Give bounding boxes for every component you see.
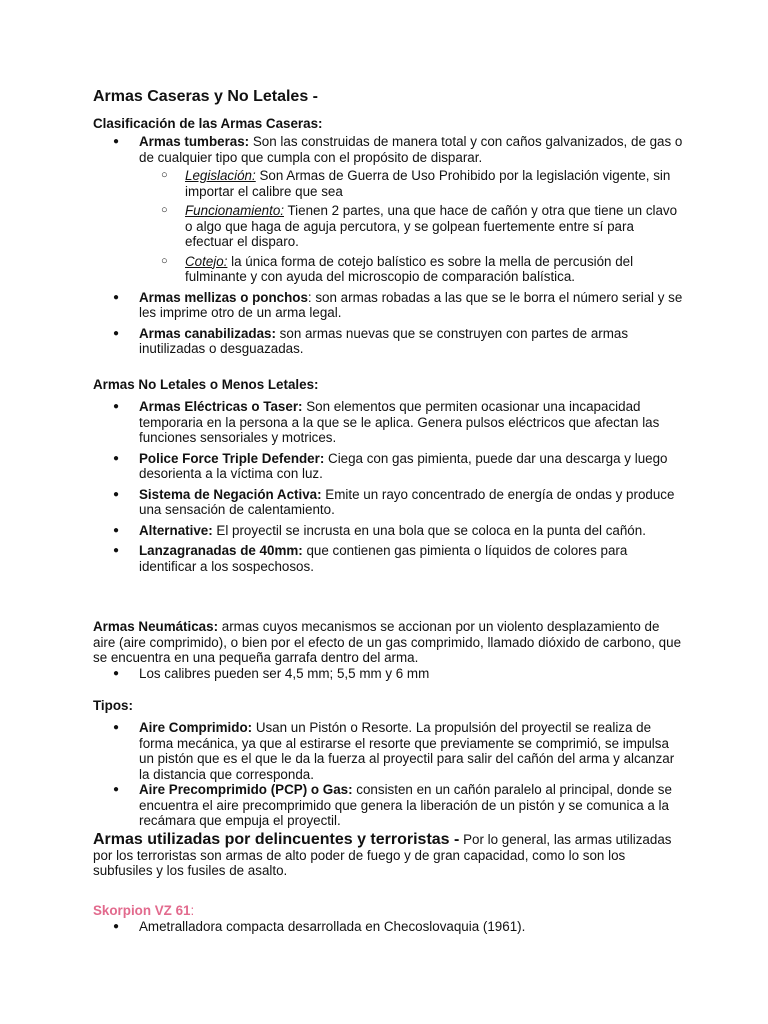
noletales-list-block xyxy=(93,399,683,579)
item-term: Aire Comprimido: xyxy=(139,720,253,735)
list-item xyxy=(93,782,683,829)
item-text: consisten en un cañón paralelo al principal, donde se encuentra el aire precomprimido que genera la liberación de un pistón y se comunica a la recámara que empuja el proyectil. xyxy=(139,782,672,828)
sub-list-item xyxy=(139,254,683,285)
skorpion-colon: : xyxy=(190,903,195,918)
list-item xyxy=(93,487,683,518)
sub-list-item xyxy=(139,203,683,250)
neumaticas-term: Armas Neumáticas: xyxy=(93,619,219,634)
page-title: Armas Caseras y No Letales - xyxy=(93,88,318,105)
item-term: Armas tumberas: xyxy=(139,134,250,149)
sub-item-text: Tienen 2 partes, una que hace de cañón y otra que tiene un clavo o algo que haga de aguja percutora, y se golpean fuertemente entre sí para efectuar el disparo. xyxy=(185,203,678,249)
item-text: Son las construidas de manera total y con caños galvanizados, de gas o de cualquier tipo que cumpla con el propósito de disparar. xyxy=(139,134,683,165)
neumaticas-paragraph xyxy=(93,619,683,681)
list-item xyxy=(93,399,683,446)
sub-item-text: la única forma de cotejo balístico es sobre la mella de percusión del fulminante y con ayuda del microscopio de comparación balística. xyxy=(185,253,634,284)
sub-item-term: Cotejo: xyxy=(185,253,228,269)
caseras-list-block xyxy=(93,134,683,362)
skorpion-heading xyxy=(93,903,683,919)
noletales-heading: Armas No Letales o Menos Letales: xyxy=(93,377,319,392)
sub-list-item xyxy=(139,168,683,199)
skorpion-section xyxy=(93,903,683,934)
item-term: Armas Eléctricas o Taser: xyxy=(139,399,303,414)
delincuentes-term: Armas utilizadas por delincuentes y terroristas - xyxy=(93,831,460,848)
list-item xyxy=(93,290,683,321)
list-item xyxy=(93,134,683,285)
item-term: Aire Precomprimido (PCP) o Gas: xyxy=(139,782,353,797)
neumaticas-list xyxy=(93,666,683,682)
item-text: : son armas robadas a las que se le borra el número serial y se les imprime otro de un arma legal. xyxy=(139,289,683,320)
item-text: son armas nuevas que se construyen con partes de armas inutilizadas o desguazadas. xyxy=(139,325,629,356)
noletales-list xyxy=(93,399,683,574)
caseras-heading: Clasificación de las Armas Caseras: xyxy=(93,116,323,131)
item-term: Armas mellizas o ponchos xyxy=(139,289,308,305)
delincuentes-paragraph xyxy=(93,832,683,879)
list-item xyxy=(93,720,683,782)
skorpion-list xyxy=(93,919,683,935)
sub-list xyxy=(139,168,683,285)
skorpion-title: Skorpion VZ 61 xyxy=(93,903,191,918)
tipos-list-block xyxy=(93,720,683,829)
list-item xyxy=(93,326,683,357)
list-item xyxy=(93,451,683,482)
item-text: Son elementos que permiten ocasionar una incapacidad temporaria en la persona a la que se le aplica. Genera pulsos eléctricos que afectan las funciones sensoriales y motrices. xyxy=(139,399,660,445)
item-text: Usan un Pistón o Resorte. La propulsión del proyectil se realiza de forma mecánica, ya que al estirarse el resorte que previamente se comprimió, se impulsa un pistón que es el que le da la fuerza al proyectil para salir del cañón del arma y alcanzar la distancia que corresponda. xyxy=(139,720,675,782)
sub-item-term: Funcionamiento: xyxy=(185,203,284,218)
tipos-heading: Tipos: xyxy=(93,698,133,713)
tipos-list xyxy=(93,720,683,829)
item-term: Sistema de Negación Activa: xyxy=(139,486,322,502)
item-text: El proyectil se incrusta en una bola que se coloca en la punta del cañón. xyxy=(212,522,646,538)
list-item: ● Los calibres pueden ser 4,5 mm; 5,5 mm y 6 mm xyxy=(93,666,683,682)
item-term: Police Force Triple Defender: xyxy=(139,450,325,466)
list-item xyxy=(93,523,683,539)
item-term: Alternative: xyxy=(139,522,213,538)
item-term: Lanzagranadas de 40mm: xyxy=(139,543,303,558)
caseras-list xyxy=(93,134,683,357)
sub-item-term: Legislación: xyxy=(185,168,256,183)
item-text: Ciega con gas pimienta, puede dar una descarga y luego desorienta a la víctima con luz. xyxy=(139,450,668,481)
list-item xyxy=(93,543,683,574)
delincuentes-text: Por lo general, las armas utilizadas por los terroristas son armas de alto poder de fuego y de gran capacidad, como lo son los subfusiles y los fusiles de asalto. xyxy=(93,832,672,878)
item-term: Armas canabilizadas: xyxy=(139,325,276,341)
list-item: ● Ametralladora compacta desarrollada en Checoslovaquia (1961). xyxy=(93,919,683,935)
item-text: que contienen gas pimienta o líquidos de colores para identificar a los sospechosos. xyxy=(139,543,628,574)
sub-item-text: Son Armas de Guerra de Uso Prohibido por la legislación vigente, sin importar el calibre que sea xyxy=(185,168,671,199)
neumaticas-text: armas cuyos mecanismos se accionan por un violento desplazamiento de aire (aire comprimido), o bien por el efecto de un gas comprimido, llamado dióxido de carbono, que se encuentra en una pequeña garrafa dentro del arma. xyxy=(93,619,682,665)
item-text: Emite un rayo concentrado de energía de ondas y produce una sensación de calentamiento. xyxy=(139,486,675,517)
